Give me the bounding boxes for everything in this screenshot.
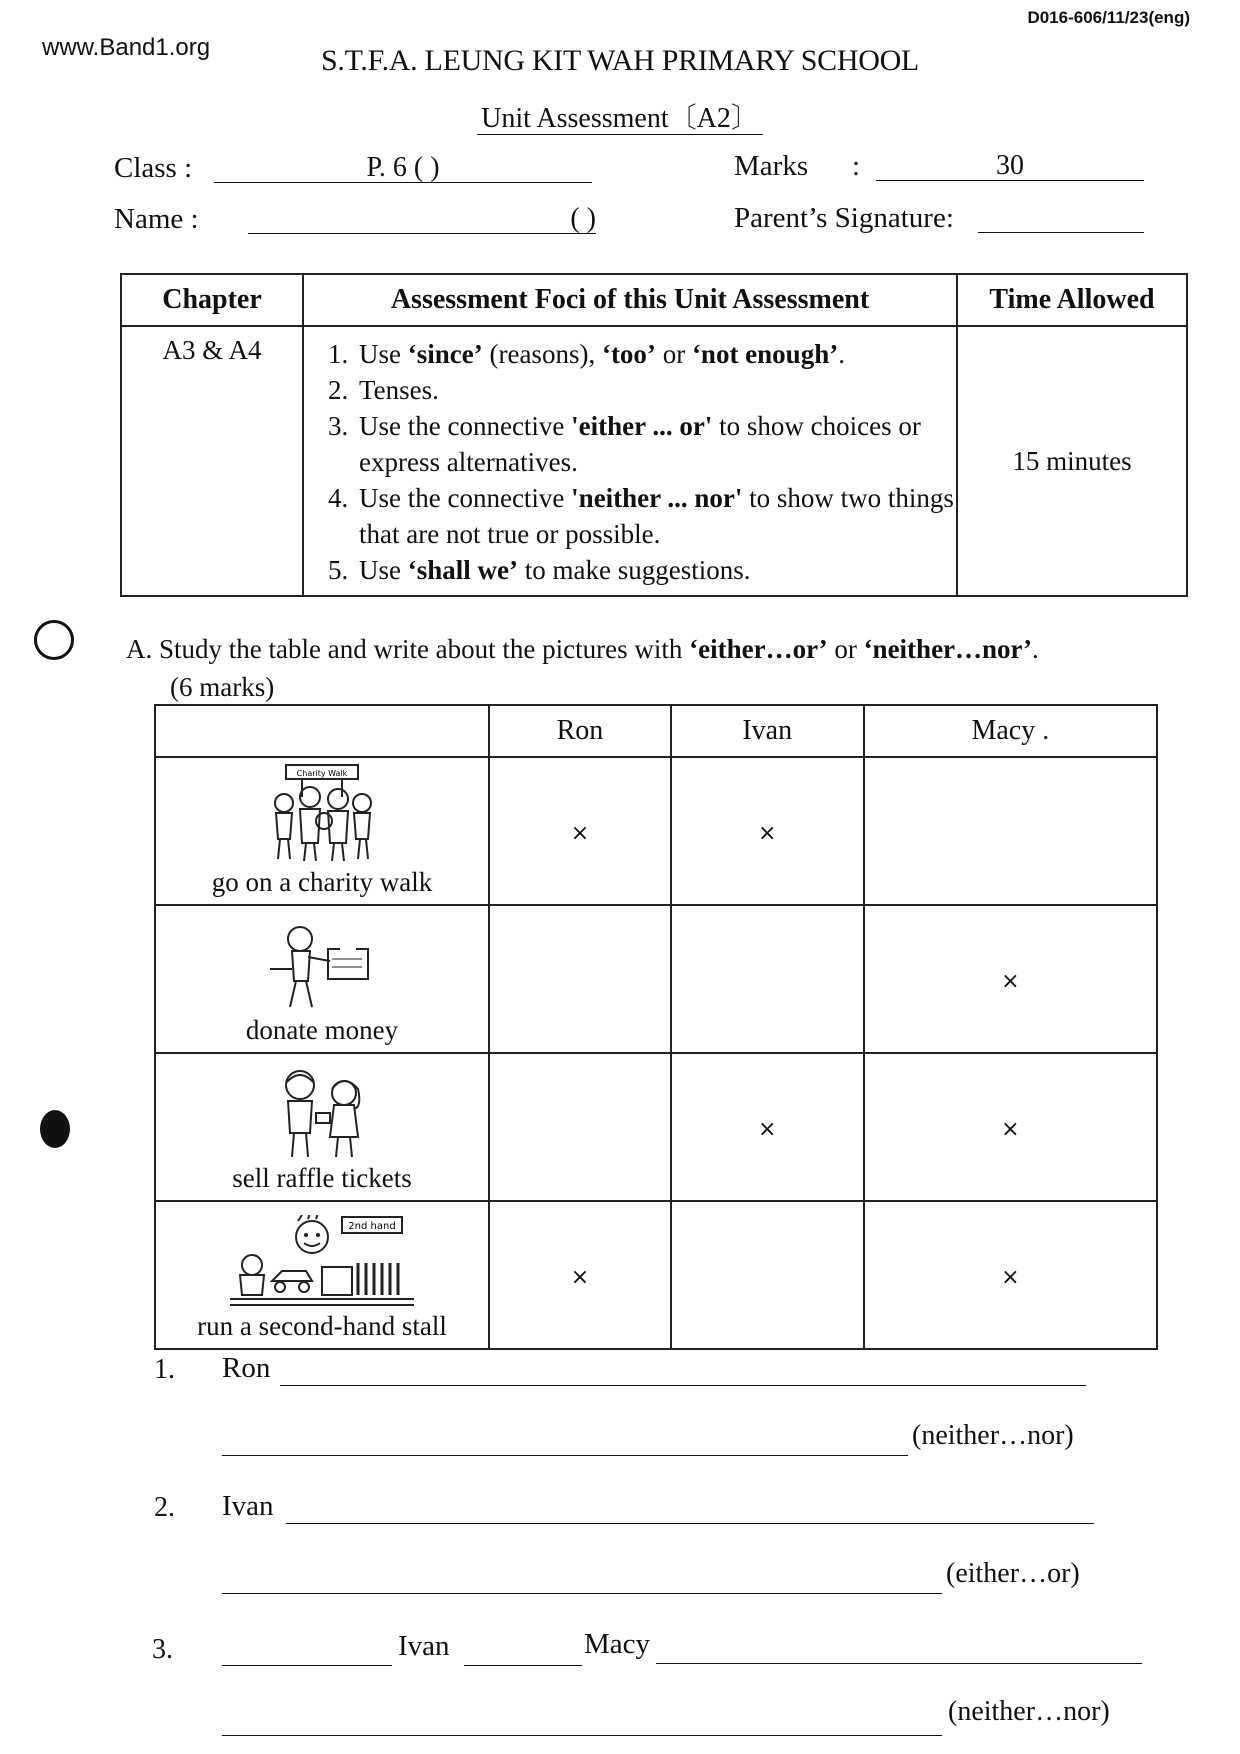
question-2-number: 2. <box>154 1492 175 1523</box>
focus-item: 4. Use the connective 'neither ... nor' to show two things that are not true or possible. <box>355 480 955 552</box>
parent-signature-label: Parent’s Signature: <box>734 202 954 234</box>
answer-line[interactable] <box>222 1664 392 1666</box>
charity-walk-sign-text: Charity Walk <box>296 769 348 778</box>
activity-label: go on a charity walk <box>211 867 433 897</box>
name-label: Name : <box>114 203 199 235</box>
table-row <box>155 1201 1157 1349</box>
second-hand-sign-text: 2nd hand <box>348 1221 396 1232</box>
header-macy: Macy . <box>864 705 1157 757</box>
question-2-hint: (either…or) <box>946 1558 1080 1589</box>
school-name: S.T.F.A. LEUNG KIT WAH PRIMARY SCHOOL <box>321 44 919 77</box>
activity-cell <box>155 757 489 905</box>
header-assessment-foci: Assessment Foci of this Unit Assessment <box>303 274 957 326</box>
question-3-word-2: Macy <box>584 1628 651 1660</box>
second-hand-stall-illustration <box>222 1215 422 1307</box>
activity-cell <box>155 905 489 1053</box>
focus-item: 2. Tenses. <box>355 372 955 408</box>
name-field[interactable] <box>248 203 596 234</box>
sell-raffle-tickets-illustration <box>262 1067 382 1159</box>
answer-line[interactable] <box>222 1592 942 1594</box>
activity-label: sell raffle tickets <box>232 1163 412 1193</box>
question-1-hint: (neither…nor) <box>912 1420 1074 1451</box>
question-1-number: 1. <box>154 1354 175 1385</box>
watermark: www.Band1.org <box>42 34 211 61</box>
activity-label: donate money <box>245 1015 399 1045</box>
answer-line[interactable] <box>222 1734 942 1736</box>
marks-label: Marks <box>734 150 809 182</box>
class-label: Class : <box>114 152 193 184</box>
header-chapter: Chapter <box>121 274 303 326</box>
x-mark: × <box>758 1116 777 1142</box>
activity-cell <box>155 1201 489 1349</box>
name-class-number: ( ) <box>570 203 596 234</box>
header-ivan: Ivan <box>671 705 864 757</box>
header-ron: Ron <box>489 705 671 757</box>
question-3-word-1: Ivan <box>398 1630 450 1662</box>
activity-cell <box>155 1053 489 1201</box>
answer-line[interactable] <box>464 1664 582 1666</box>
class-field[interactable]: P. 6 ( ) <box>214 152 592 183</box>
answer-line[interactable] <box>222 1454 908 1456</box>
question-3-hint: (neither…nor) <box>948 1696 1110 1727</box>
punch-hole-ring <box>34 620 74 660</box>
question-2-name: Ivan <box>222 1490 274 1522</box>
focus-item: 1. Use ‘since’ (reasons), ‘too’ or ‘not enough’. <box>355 336 955 372</box>
assessment-title: Unit Assessment〔A2〕 <box>0 96 1240 136</box>
focus-item: 5. Use ‘shall we’ to make suggestions. <box>355 552 955 588</box>
assessment-foci-table <box>120 273 1188 597</box>
document-code: D016-606/11/23(eng) <box>1027 8 1190 27</box>
x-mark: × <box>1001 968 1020 994</box>
marks-field: 30 <box>876 150 1144 181</box>
parent-signature-field[interactable] <box>978 202 1144 233</box>
answer-line[interactable] <box>656 1662 1142 1664</box>
header-blank <box>155 705 489 757</box>
foci-cell <box>303 326 957 596</box>
marks-colon: : <box>852 150 861 182</box>
x-mark: × <box>1001 1116 1020 1142</box>
donate-money-illustration <box>262 921 382 1011</box>
charity-walk-illustration <box>262 763 382 863</box>
x-mark: × <box>758 820 777 846</box>
section-a-instruction: A. Study the table and write about the pictures with ‘either…or’ or ‘neither…nor’. <box>126 634 1039 664</box>
time-allowed-cell: 15 minutes <box>957 326 1187 596</box>
punch-hole-dot <box>40 1110 70 1148</box>
activity-table <box>154 704 1158 1350</box>
x-mark: × <box>570 820 590 846</box>
table-row <box>155 905 1157 1053</box>
header-time-allowed: Time Allowed <box>957 274 1187 326</box>
x-mark: × <box>570 1264 590 1290</box>
x-mark: × <box>1001 1264 1020 1290</box>
foci-list <box>305 336 955 588</box>
section-a-marks: (6 marks) <box>170 672 275 702</box>
table-row <box>155 1053 1157 1201</box>
activity-label: run a second-hand stall <box>197 1311 447 1341</box>
focus-item: 3. Use the connective 'either ... or' to show choices or express alternatives. <box>355 408 955 480</box>
question-3-number: 3. <box>152 1634 173 1665</box>
table-row <box>155 757 1157 905</box>
question-1-name: Ron <box>222 1352 271 1384</box>
answer-line[interactable] <box>286 1522 1094 1524</box>
answer-line[interactable] <box>280 1384 1086 1386</box>
chapter-cell: A3 & A4 <box>121 326 303 596</box>
